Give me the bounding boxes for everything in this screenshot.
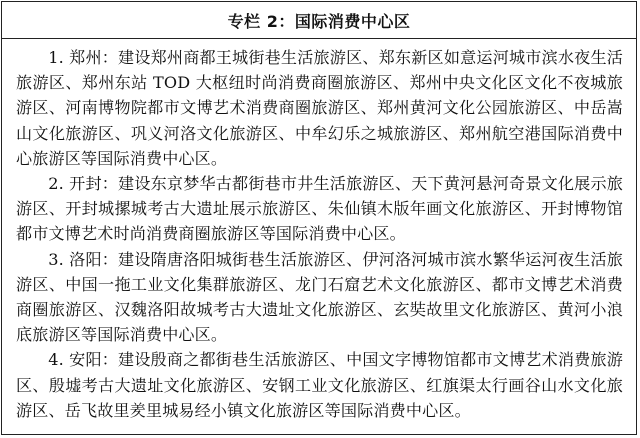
paragraph-zhengzhou: 1. 郑州：建设郑州商都王城街巷生活旅游区、郑东新区如意运河城市滨水夜生活旅游区、郑州东站 TOD 大枢纽时尚消费商圈旅游区、郑州中央文化区文化不夜城旅游区、河南博物院都市文博艺术消费商圈旅游区、郑州黄河文化公园旅游区、中岳嵩山文化旅游区、巩义河洛文化旅游区、中牟幻乐之城旅游区、郑州航空港国际消费中心旅游区等国际消费中心区。 [16,48,623,168]
paragraph-anyang: 4. 安阳：建设殷商之都街巷生活旅游区、中国文字博物馆都市文博艺术消费旅游区、殷墟考古大遗址文化旅游区、安钢工业文化旅游区、红旗渠太行画谷山水文化旅游区、岳飞故里羑里城易经小镇文化旅游区等国际消费中心区。 [16,350,623,420]
column-content [2,39,636,423]
column-title: 专栏 2：国际消费中心区 [2,2,636,39]
paragraph-kaifeng: 2. 开封：建设东京梦华古都街巷市井生活旅游区、天下黄河悬河奇景文化展示旅游区、开封城摞城考古大遗址展示旅游区、朱仙镇木版年画文化旅游区、开封博物馆都市文博艺术时尚消费商圈旅游区等国际消费中心区。 [16,174,623,244]
column-box [1,1,637,435]
paragraph-luoyang: 3. 洛阳：建设隋唐洛阳城街巷生活旅游区、伊河洛河城市滨水繁华运河夜生活旅游区、中国一拖工业文化集群旅游区、龙门石窟艺术文化旅游区、都市文博艺术消费商圈旅游区、汉魏洛阳故城考古大遗址文化旅游区、玄奘故里文化旅游区、黄河小浪底旅游区等国际消费中心区。 [16,249,623,345]
